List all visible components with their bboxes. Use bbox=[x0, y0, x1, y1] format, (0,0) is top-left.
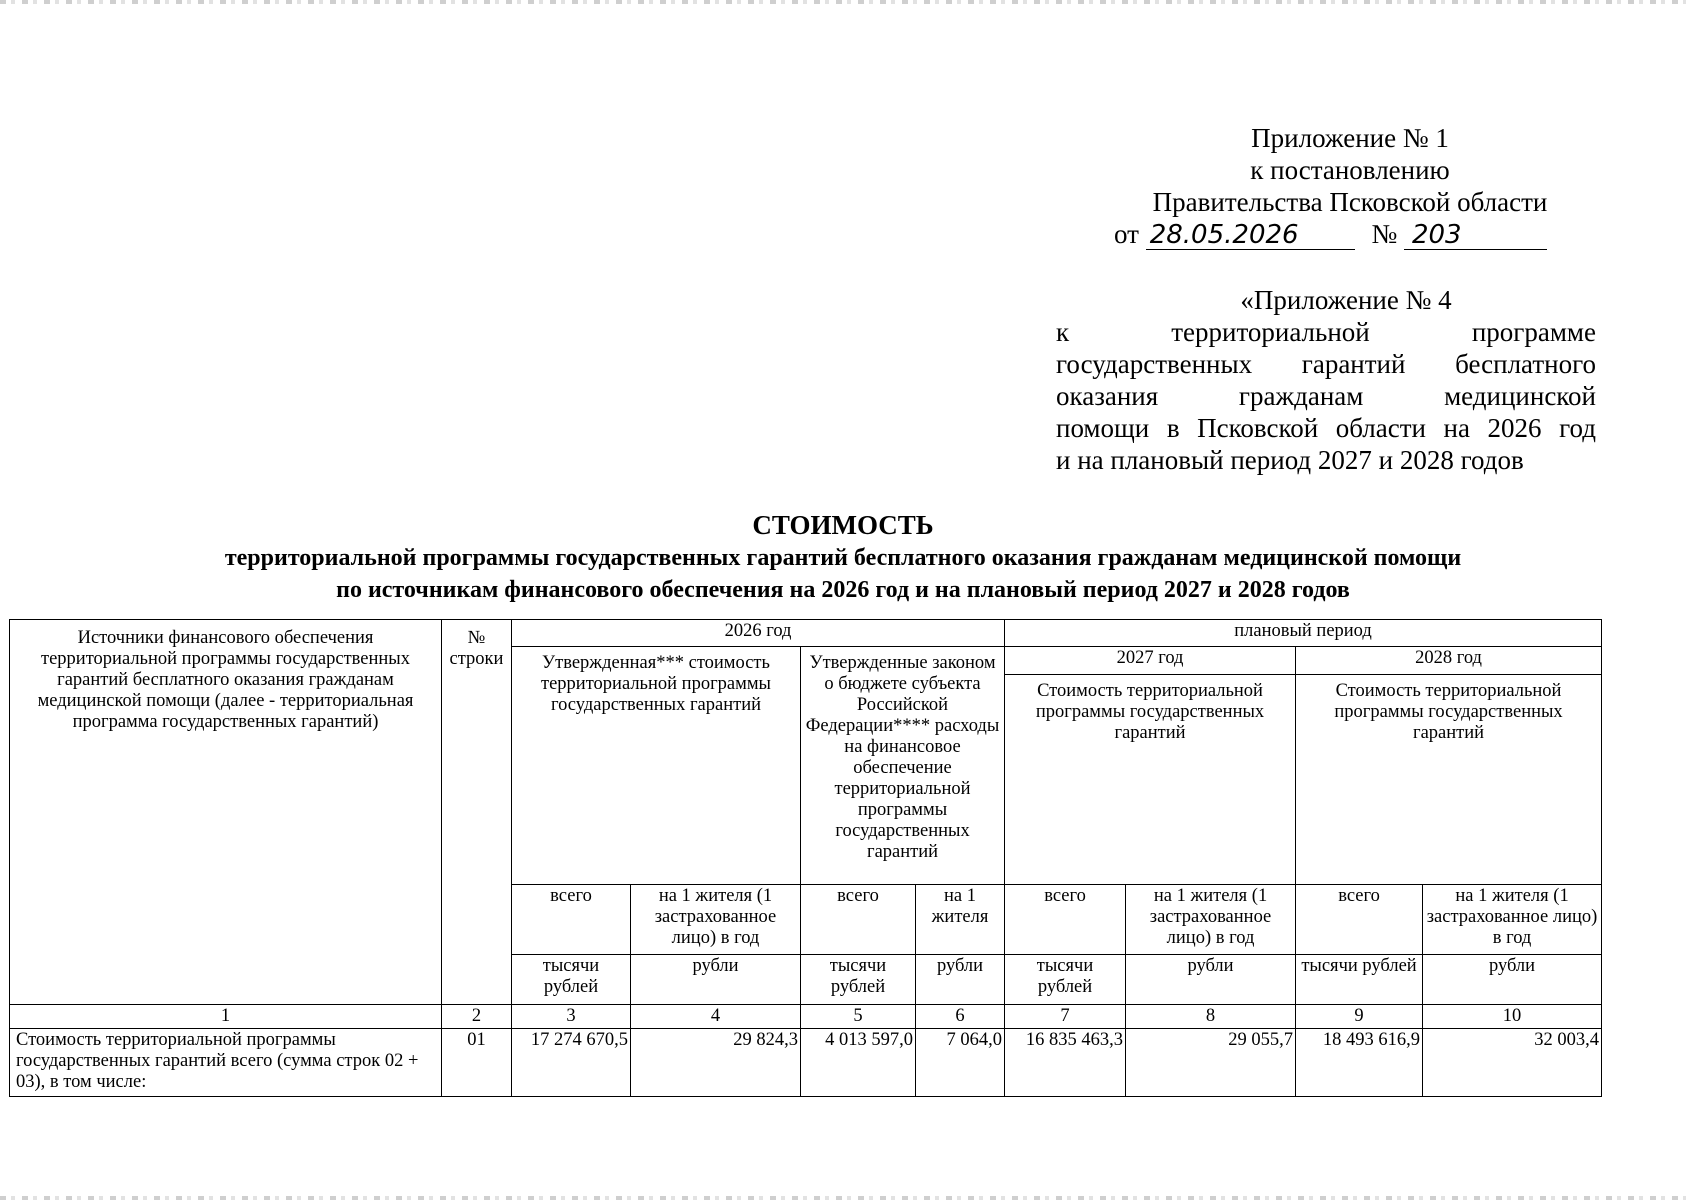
cell-c5: 4 013 597,0 bbox=[801, 1029, 916, 1097]
sub-law-total: всего bbox=[801, 885, 916, 955]
sub-2028-total: всего bbox=[1296, 885, 1423, 955]
table-row bbox=[10, 1029, 1602, 1097]
title-line-2: территориальной программы государственных гарантий бесплатного оказания гражданам медицинской помощи bbox=[224, 545, 1462, 571]
header-budget-law: Утвержденные законом о бюджете субъекта Российской Федерации**** расходы на финансовое обеспечение территориальной программы государственных гарантий bbox=[801, 647, 1005, 885]
annex-1-to-decree: к постановлению bbox=[1250, 155, 1450, 185]
title-main: СТОИМОСТЬ bbox=[752, 510, 934, 540]
header-sources: Источники финансового обеспечения территориальной программы государственных гарантий бесплатного оказания гражданам медицинской помощи (далее - территориальная программа государственных гарантий) bbox=[10, 620, 442, 1005]
sub-2026-total: всего bbox=[512, 885, 631, 955]
unit-6: рубли bbox=[916, 955, 1005, 1005]
cell-c8: 29 055,7 bbox=[1126, 1029, 1296, 1097]
cell-c10: 32 003,4 bbox=[1423, 1029, 1602, 1097]
column-number-row bbox=[10, 1005, 1602, 1029]
header-planned-period: плановый период bbox=[1005, 620, 1602, 647]
cell-c9: 18 493 616,9 bbox=[1296, 1029, 1423, 1097]
annex-4-line-6: и на плановый период 2027 и 2028 годов bbox=[1056, 445, 1524, 475]
unit-10: рубли bbox=[1423, 955, 1602, 1005]
unit-4: рубли bbox=[631, 955, 801, 1005]
scan-bottom-edge bbox=[0, 1196, 1686, 1200]
annex-4-line-2: к территориальной программе bbox=[1056, 317, 1596, 347]
scan-top-edge bbox=[0, 0, 1686, 4]
cost-table bbox=[9, 619, 1602, 1097]
handwritten-date: 28.05.2026 bbox=[1146, 221, 1355, 250]
sub-law-per-resident: на 1 жителя bbox=[916, 885, 1005, 955]
cell-c6: 7 064,0 bbox=[916, 1029, 1005, 1097]
document-title bbox=[0, 508, 1686, 606]
unit-7: тысячи рублей bbox=[1005, 955, 1126, 1005]
sub-2026-per-insured: на 1 жителя (1 застрахованное лицо) в год bbox=[631, 885, 801, 955]
header-row-1 bbox=[10, 620, 1602, 647]
header-cost-2027: Стоимость территориальной программы государственных гарантий bbox=[1005, 675, 1296, 885]
annex-4-line-5: помощи в Псковской области на 2026 год bbox=[1056, 413, 1596, 443]
header-2028: 2028 год bbox=[1296, 647, 1602, 675]
col-number: 5 bbox=[801, 1005, 916, 1029]
annex-1-title: Приложение № 1 bbox=[1251, 123, 1449, 153]
cell-c4: 29 824,3 bbox=[631, 1029, 801, 1097]
handwritten-number: 203 bbox=[1404, 221, 1547, 250]
annex-1-date-number-line bbox=[1085, 218, 1615, 250]
unit-5: тысячи рублей bbox=[801, 955, 916, 1005]
unit-8: рубли bbox=[1126, 955, 1296, 1005]
annex-4-line-4: оказания гражданам медицинской bbox=[1056, 381, 1596, 411]
annex-4-title: «Приложение № 4 bbox=[1240, 285, 1452, 315]
col-number: 3 bbox=[512, 1005, 631, 1029]
number-label: № bbox=[1371, 219, 1398, 249]
sub-2028-per-insured: на 1 жителя (1 застрахованное лицо) в год bbox=[1423, 885, 1602, 955]
annex-1-header bbox=[1085, 122, 1615, 250]
cell-c3: 17 274 670,5 bbox=[512, 1029, 631, 1097]
annex-4-header bbox=[1056, 284, 1596, 476]
annex-4-line-3: государственных гарантий бесплатного bbox=[1056, 349, 1596, 379]
row-number: 01 bbox=[442, 1029, 512, 1097]
cell-c7: 16 835 463,3 bbox=[1005, 1029, 1126, 1097]
from-label: от bbox=[1114, 219, 1139, 249]
col-number: 6 bbox=[916, 1005, 1005, 1029]
header-cost-2028: Стоимость территориальной программы государственных гарантий bbox=[1296, 675, 1602, 885]
header-2027: 2027 год bbox=[1005, 647, 1296, 675]
col-number: 1 bbox=[10, 1005, 442, 1029]
header-approved-cost: Утвержденная*** стоимость территориальной программы государственных гарантий bbox=[512, 647, 801, 885]
row-source: Стоимость территориальной программы государственных гарантий всего (сумма строк 02 + 03), в том числе: bbox=[10, 1029, 442, 1097]
title-line-3: по источникам финансового обеспечения на 2026 год и на плановый период 2027 и 2028 годов bbox=[336, 577, 1350, 603]
col-number: 8 bbox=[1126, 1005, 1296, 1029]
sub-2027-total: всего bbox=[1005, 885, 1126, 955]
header-row-number: № строки bbox=[442, 620, 512, 1005]
unit-9: тысячи рублей bbox=[1296, 955, 1423, 1005]
col-number: 4 bbox=[631, 1005, 801, 1029]
header-2026: 2026 год bbox=[512, 620, 1005, 647]
sub-2027-per-insured: на 1 жителя (1 застрахованное лицо) в год bbox=[1126, 885, 1296, 955]
col-number: 2 bbox=[442, 1005, 512, 1029]
col-number: 10 bbox=[1423, 1005, 1602, 1029]
col-number: 7 bbox=[1005, 1005, 1126, 1029]
unit-3: тысячи рублей bbox=[512, 955, 631, 1005]
annex-1-government: Правительства Псковской области bbox=[1152, 187, 1548, 217]
col-number: 9 bbox=[1296, 1005, 1423, 1029]
